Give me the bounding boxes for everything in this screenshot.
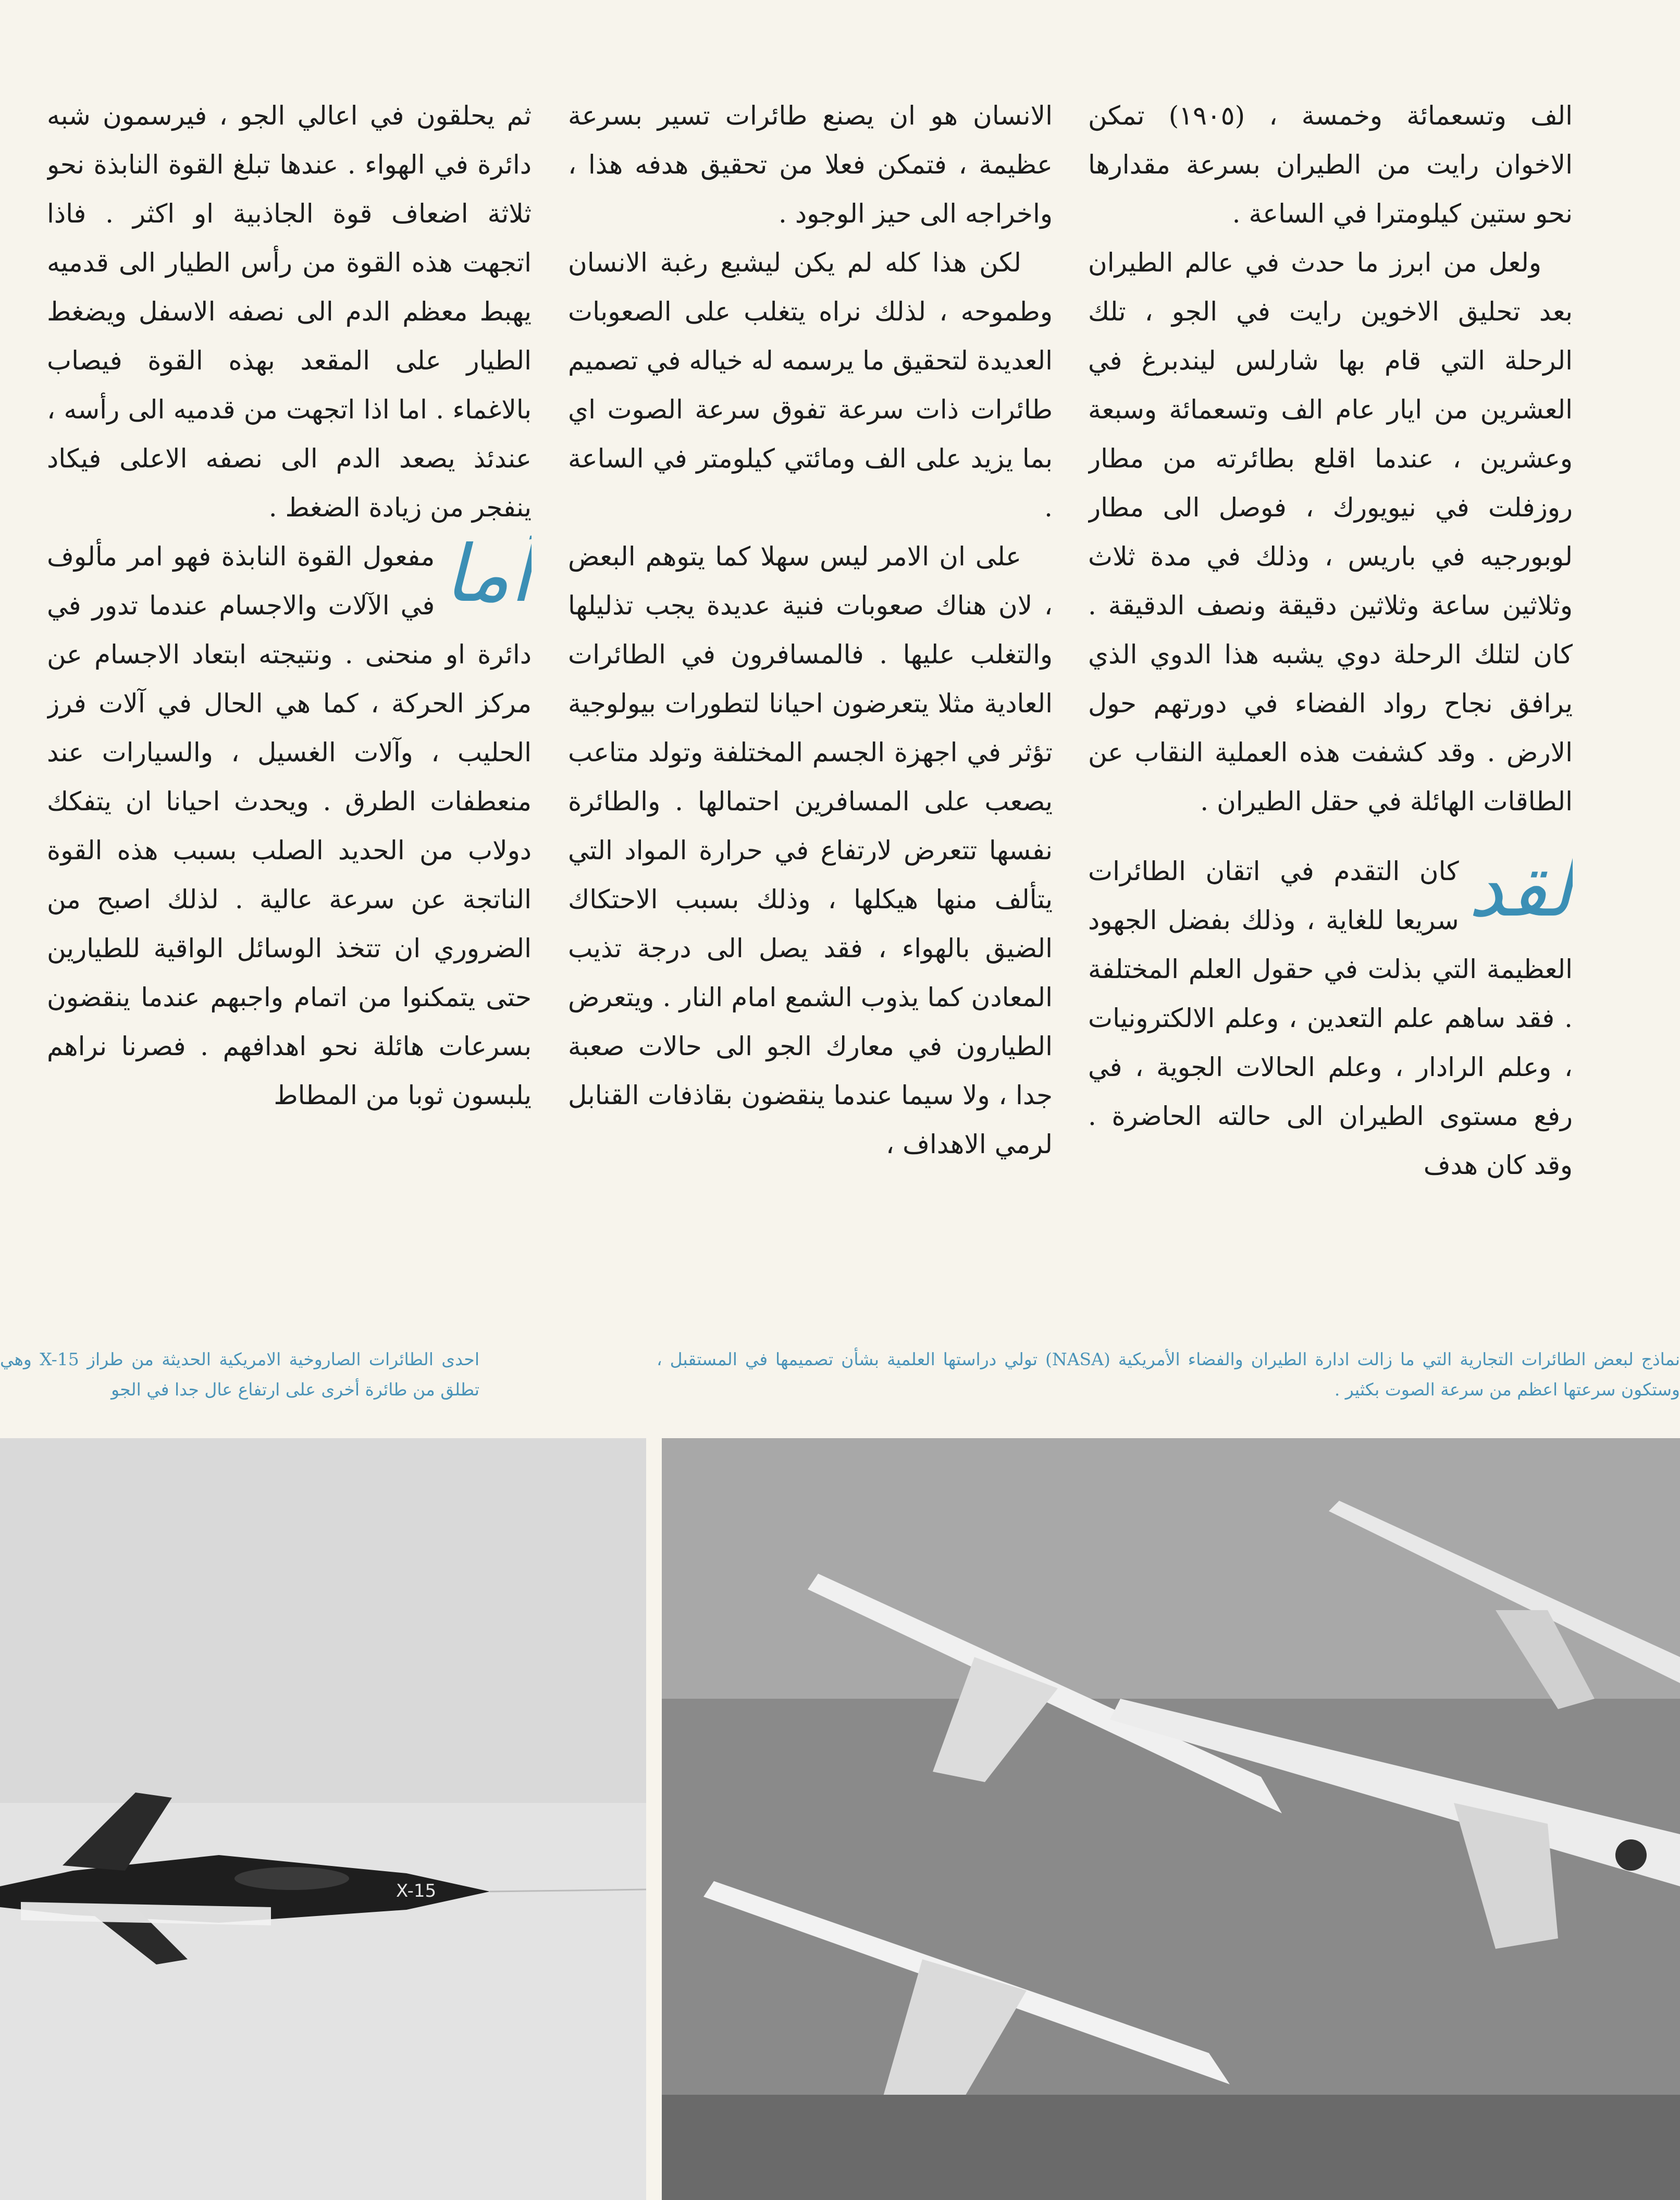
paragraph: ولعل من ابرز ما حدث في عالم الطيران بعد تحليق الاخوين رايت في الجو ، تلك الرحلة التي قام بها شارلس ليندبرغ في العشرين من ايار عام الف وتسعمائة وسبعة وعشرين ، عندما اقلع بطائرته من مطار روزفلت في نيويورك ، فوصل الى مطار لوبورجيه في باريس ، وذلك في مدة ثلاث وثلاثين ساعة وثلاثين دقيقة ونصف الدقيقة . كان لتلك الرحلة دوي يشبه هذا الدوي الذي يرافق نجاح رواد الفضاء في دورتهم حول الارض . وقد كشفت هذه العملية النقاب عن الطاقات الهائلة في حقل الطيران . (1088, 248, 1573, 817)
photo-nasa-supersonic-models (662, 1438, 1680, 2200)
photo-caption-left: احدى الطائرات الصاروخية الامريكية الحديثة من طراز X-15 وهي تطلق من طائرة أخرى على ارتفاع عال جدا في الجو (0, 1349, 479, 1400)
dropcap: لقد (1468, 844, 1573, 934)
text-column-right (1088, 91, 1573, 1269)
photo-x15-rocket-plane (0, 1438, 646, 2200)
text-column-left (47, 91, 532, 1269)
paragraph: لكن هذا كله لم يكن ليشبع رغبة الانسان وطموحه ، لذلك نراه يتغلب على الصعوبات العديدة لتحقيق ما يرسمه له خياله في تصميم طائرات ذات سرعة تفوق سرعة الصوت اي بما يزيد على الف ومائتي كيلومتر في الساعة . (568, 248, 1053, 523)
paragraph: الانسان هو ان يصنع طائرات تسير بسرعة عظيمة ، فتمكن فعلا من تحقيق هدفه هذا ، واخراجه الى حيز الوجود . (568, 101, 1053, 229)
paragraph-with-dropcap (47, 529, 532, 1120)
photo-caption-right: نماذج لبعض الطائرات التجارية التي ما زالت ادارة الطيران والفضاء الأمريكية (NASA) تولي دراستها العلمية بشأن تصميمها في المستقبل ، وستكون سرعتها اعظم من سرعة الصوت بكثير . (657, 1349, 1680, 1400)
paragraph-text: مفعول القوة النابذة فهو امر مألوف في الآلات والاجسام عندما تدور في دائرة او منحنى . ونتيجته ابتعاد الاجسام عن مركز الحركة ، كما هي الحال في آلات فرز الحليب ، وآلات الغسيل ، والسيارات عند منعطفات الطرق . ويحدث احيانا ان يتفكك دولاب من الحديد الصلب بسبب هذه القوة الناتجة عن سرعة عالية . لذلك اصبح من الضروري ان تتخذ الوسائل الواقية للطيارين حتى يتمكنوا من اتمام واجبهم عندما ينقضون بسرعات هائلة نحو اهدافهم . فصرنا نراهم يلبسون ثوبا من المطاط (47, 541, 532, 1110)
paragraph: الف وتسعمائة وخمسة ، (١٩٠٥) تمكن الاخوان رايت من الطيران بسرعة مقدارها نحو ستين كيلومترا في الساعة . (1088, 101, 1573, 229)
text-column-middle (568, 91, 1053, 1269)
paragraph-text: كان التقدم في اتقان الطائرات سريعا للغاية ، وذلك بفضل الجهود العظيمة التي بذلت في حقول العلم المختلفة . فقد ساهم علم التعدين ، وعلم الالكترونيات ، وعلم الرادار ، وعلم الحالات الجوية ، في رفع مستوى الطيران الى حالته الحاضرة . وقد كان هدف (1088, 856, 1573, 1180)
supersonic-models-illustration (662, 1438, 1680, 2200)
x15-plane-illustration (0, 1438, 646, 2200)
paragraph: على ان الامر ليس سهلا كما يتوهم البعض ، لان هناك صعوبات فنية عديدة يجب تذليلها والتغلب عليها . فالمسافرون في الطائرات العادية مثلا يتعرضون احيانا لتطورات بيولوجية تؤثر في اجهزة الجسم المختلفة وتولد متاعب يصعب على المسافرين احتمالها . والطائرة نفسها تتعرض لارتفاع في حرارة المواد التي يتألف منها هيكلها ، وذلك بسبب الاحتكاك الضيق بالهواء ، فقد يصل الى درجة تذيب المعادن كما يذوب الشمع امام النار . ويتعرض الطيارون في معارك الجو الى حالات صعبة جدا ، ولا سيما عندما ينقضون بقاذفات القنابل لرمي الاهداف ، (568, 541, 1053, 1159)
paragraph-with-dropcap (1088, 844, 1573, 1190)
dropcap: أما (444, 529, 532, 620)
paragraph: ثم يحلقون في اعالي الجو ، فيرسمون شبه دائرة في الهواء . عندها تبلغ القوة النابذة نحو ثلاثة اضعاف قوة الجاذبية او اكثر . فاذا اتجهت هذه القوة من رأس الطيار الى قدميه يهبط معظم الدم الى نصفه الاسفل ويضغط الطيار على المقعد بهذه القوة فيصاب بالاغماء . اما اذا اتجهت من قدميه الى رأسه ، عندئذ يصعد الدم الى نصفه الاعلى فيكاد ينفجر من زيادة الضغط . (47, 101, 532, 523)
plane-marking: X-15 (396, 1881, 437, 1901)
